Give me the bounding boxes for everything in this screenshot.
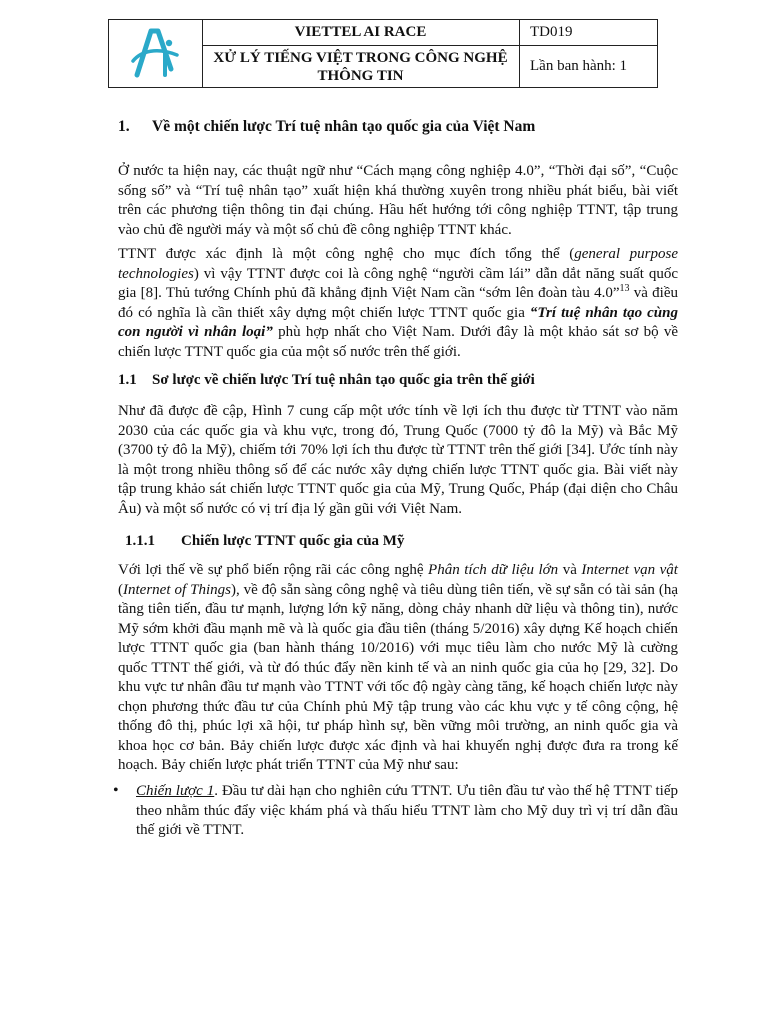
bullet-point: • — [113, 782, 119, 799]
text-run: Với lợi thế về sự phổ biến rộng rãi các công nghệ — [118, 562, 429, 578]
paragraph-ttnt-definition — [118, 245, 678, 362]
text-run: ), về độ sẵn sàng công nghệ và tiêu dùng tiên tiến, về sự sẵn có tài sản (hạ tầng tiên tiến, đầu tư mạnh, lượng lớn kỹ năng, dòng chảy nhanh dữ liệu và thông tin), nước Mỹ sớm khởi đầu mạnh mẽ và là quốc gia đầu tiên (tháng 5/2016) xây dựng Kế hoạch chiến lược TTNT quốc gia (ban hành tháng 10/2016) với mục tiêu làm cho nước Mỹ là cường quốc TTNT thế giới, và từ đó thúc đẩy nền kinh tế và an ninh quốc gia của họ [29, 32]. Do khu vực tư nhân đầu tư mạnh vào TTNT với tốc độ ngày càng tăng, kế hoạch chiến lược này chọn phương thức đầu tư của Chính phủ Mỹ tập trung vào các khu vực y tế công cộng, hệ thống đô thị, phúc lợi xã hội, tư pháp hình sự, bền vững môi trường, an ninh quốc gia và khoa học cơ bản. Bảy chiến lược được xác định và hai khuyến nghị được đưa ra trong kế hoạch. Bảy chiến lược phát triển TTNT của Mỹ như sau: — [118, 581, 679, 773]
section-1-1-title: Sơ lược về chiến lược Trí tuệ nhân tạo quốc gia trên thế giới — [152, 372, 535, 388]
logo-cell — [109, 20, 203, 87]
document-code: TD019 — [520, 20, 657, 46]
section-1-1-1-title: Chiến lược TTNT quốc gia của Mỹ — [181, 533, 405, 549]
section-1-1-1-number: 1.1.1 — [125, 533, 155, 549]
strategy-label: Chiến lược 1 — [136, 783, 215, 799]
italic-term: Phân tích dữ liệu lớn — [428, 562, 559, 578]
text-run: . Đầu tư dài hạn cho nghiên cứu TTNT. Ưu tiên đầu tư vào thế hệ TTNT tiếp theo nhằm thúc đẩy việc khám phá và thấu hiểu TTNT làm cho Mỹ duy trì vị trí dẫn đầu thế giới về TTNT. — [136, 783, 678, 838]
text-run: TTNT được xác định là một công nghệ cho mục đích tổng thể ( — [118, 246, 575, 262]
edition-label: Lần ban hành: 1 — [530, 58, 628, 74]
title-cell — [202, 20, 520, 87]
code-cell — [520, 20, 657, 87]
text-run: phù hợp nhất cho Việt Nam. Dưới đây là một khảo sát sơ bộ về chiến lược TTNT quốc gia của một số nước trên thế giới. — [118, 324, 679, 360]
italic-term: Internet vạn vật — [581, 562, 678, 578]
bullet-strategy-1 — [136, 782, 678, 841]
footnote-ref: 13 — [619, 283, 630, 294]
text-run: ( — [118, 581, 123, 598]
section-1-title: Về một chiến lược Trí tuệ nhân tạo quốc gia của Việt Nam — [152, 118, 536, 135]
document-title: XỬ LÝ TIẾNG VIỆT TRONG CÔNG NGHỆ THÔNG TIN — [213, 49, 508, 84]
section-1-number: 1. — [118, 118, 130, 135]
italic-term: Internet of Things — [123, 581, 231, 598]
text-run: và — [558, 562, 582, 578]
paragraph-us-strategy — [118, 561, 678, 776]
paragraph-overview: Như đã được đề cập, Hình 7 cung cấp một ước tính về lợi ích thu được từ TTNT vào năm 2030 của các quốc gia và khu vực, trong đó, Trung Quốc (7000 tỷ đô la Mỹ) và Bắc Mỹ (3700 tỷ đô la Mỹ), chiếm tới 70% lợi ích thu được từ TTNT trên thế giới [34]. Ước tính này là một trong nhiều thông số để các nước xây dựng chiến lược TTNT quốc gia. Bài viết này tập trung khảo sát chiến lược TTNT quốc gia của Mỹ, Trung Quốc, Pháp (đại diện cho Châu Âu) và một số nước có vị trí địa lý gần gũi với Việt Nam. — [118, 403, 678, 517]
section-1-1-number: 1.1 — [118, 372, 137, 388]
org-name: VIETTEL AI RACE — [202, 20, 519, 46]
paragraph-intro: Ở nước ta hiện nay, các thuật ngữ như “Cách mạng công nghiệp 4.0”, “Thời đại số”, “Cuộc sống số” và “Trí tuệ nhân tạo” xuất hiện khá thường xuyên trong nhiều phát biểu, bài viết trên các phương tiện thông tin đại chúng. Hầu hết hướng tới công nghiệp TTNT, tập trung vào chủ đề người máy và một số chủ đề công nghiệp TTNT khác. — [118, 163, 678, 238]
viettel-ai-logo-icon — [131, 25, 181, 81]
document-header-table — [108, 19, 658, 88]
italic-term: general purpose technologies — [118, 246, 678, 282]
text-run: và điều đó có nghĩa là cần thiết xây dựng một chiến lược TTNT quốc gia — [118, 285, 679, 321]
slogan-quote: “Trí tuệ nhân tạo cùng con người vì nhân loại” — [118, 304, 678, 340]
text-run: ) vì vậy TTNT được coi là công nghệ “người cầm lái” dẫn dắt năng suất quốc gia [8]. Thủ tướng Chính phủ đã khẳng định Việt Nam cần “sớm lên đoàn tàu 4.0” — [118, 265, 678, 301]
